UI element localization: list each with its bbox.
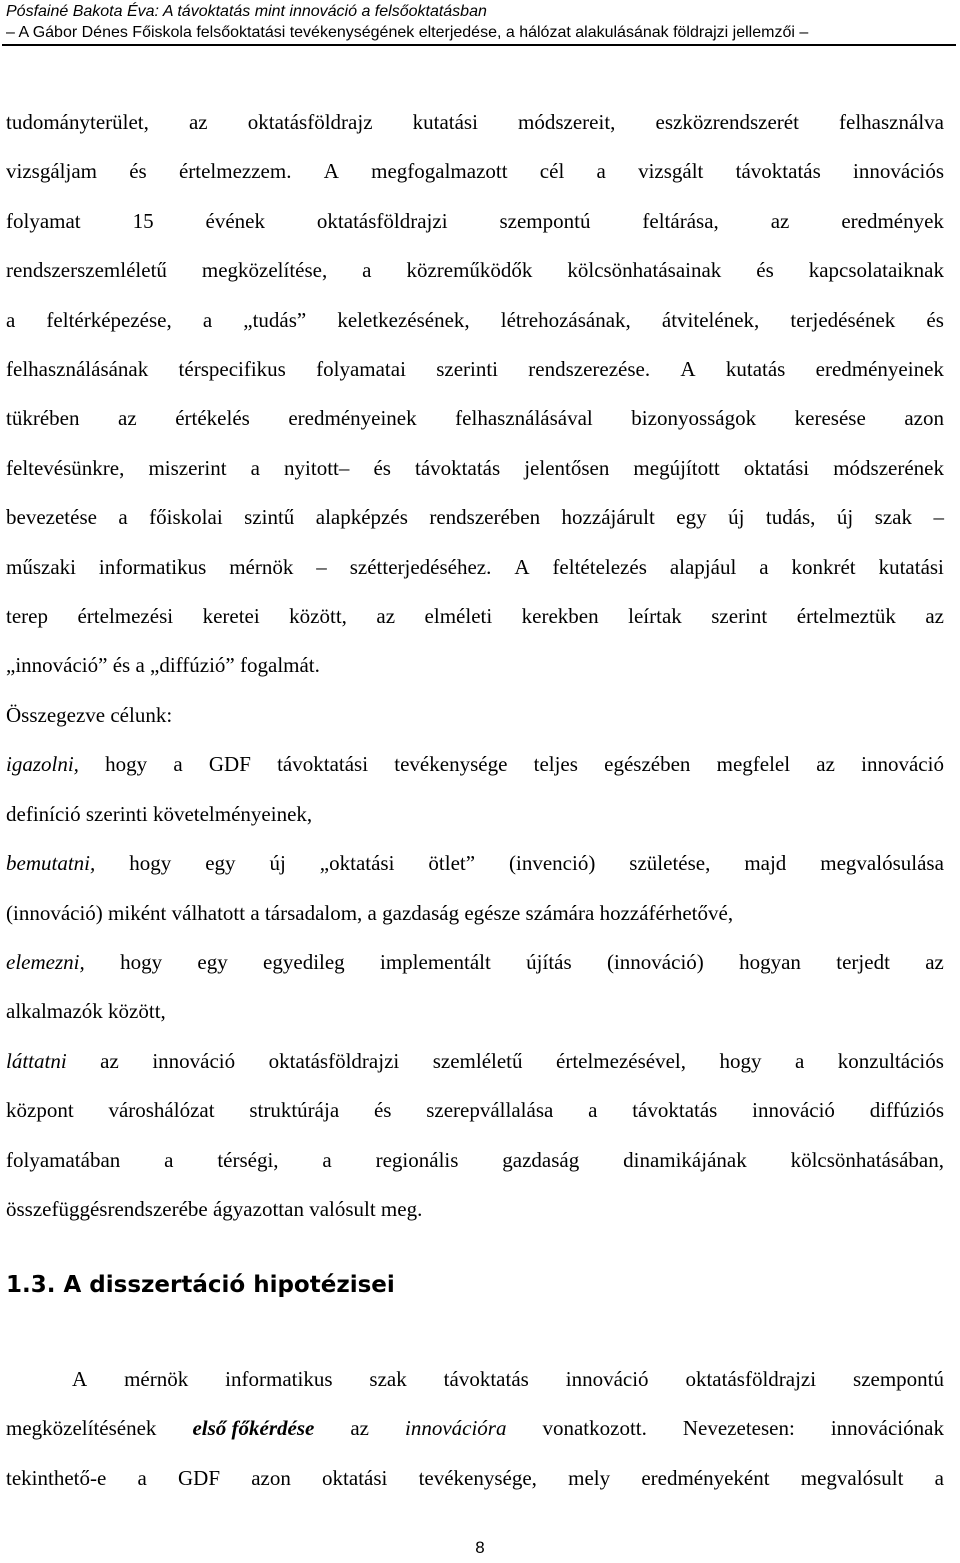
word: új (728, 505, 745, 530)
word: oktatási (322, 1465, 388, 1490)
word: létrehozásának, (500, 307, 631, 332)
word: alapjául (669, 554, 737, 579)
word: keresése (794, 406, 866, 431)
word: hozzájárult (561, 505, 655, 530)
word: térspecifikus (178, 357, 286, 382)
word: feltevésünkre, (6, 455, 125, 480)
word: mely (568, 1465, 611, 1490)
word: folyamat (6, 208, 81, 233)
word: központ (6, 1098, 74, 1123)
word: szerinti (436, 357, 499, 382)
word: felhasználásával (455, 406, 593, 431)
word: tekinthető-e (6, 1465, 107, 1490)
hypothesis-paragraph (6, 1355, 944, 1503)
word: Nevezetesen: (682, 1416, 795, 1441)
word: rendszerezése. (528, 357, 651, 382)
word: hogy (719, 1048, 762, 1073)
word: tevékenysége, (418, 1465, 537, 1490)
goal-verb: elemezni, (6, 949, 85, 974)
word: (invenció) (509, 851, 596, 876)
word: és (129, 159, 147, 184)
section-heading (6, 1270, 395, 1300)
word: mérnök (229, 554, 294, 579)
word: implementált (380, 949, 491, 974)
text-line (6, 246, 944, 295)
italic-term: innovációra (404, 1416, 507, 1441)
word: évének (205, 208, 265, 233)
word: szerepvállalása (426, 1098, 554, 1123)
word: a (759, 554, 769, 579)
word: innovációs (853, 159, 944, 184)
goal-line: (innováció) miként válhatott a társadalom, a gazdaság egésze számára hozzáférhetővé, (6, 900, 734, 925)
word: feltárása, (642, 208, 719, 233)
word: GDF (208, 752, 251, 777)
word: A (680, 357, 696, 382)
text-line (6, 543, 944, 592)
word: az (118, 406, 137, 431)
word: városhálózat (108, 1098, 215, 1123)
word: megfogalmazott (371, 159, 508, 184)
word: folyamatai (316, 357, 406, 382)
word: kutatási (412, 110, 478, 134)
word: – (316, 554, 327, 579)
word: leírtak (628, 604, 682, 629)
goal-line (6, 1136, 944, 1185)
word: értékelés (175, 406, 250, 431)
word: – (933, 505, 944, 530)
word: informatikus (225, 1367, 333, 1391)
word: kutatási (878, 554, 944, 579)
word: oktatásföldrajz (247, 110, 373, 134)
word: gazdaság (502, 1147, 580, 1172)
word: távoktatási (277, 752, 369, 777)
word: a (137, 1465, 147, 1490)
word: szak (874, 505, 913, 530)
header-title: Pósfainé Bakota Éva: A távoktatás mint innováció a felsőoktatásban (6, 3, 487, 20)
text-line (6, 147, 944, 196)
word: oktatásföldrajzi (316, 208, 448, 233)
word: hogyan (739, 949, 801, 974)
text-line (6, 394, 944, 443)
word: az (925, 949, 944, 974)
word: közreműködők (406, 258, 533, 283)
word: mérnök (124, 1367, 189, 1391)
word: GDF (178, 1465, 221, 1490)
word: miszerint (148, 455, 227, 480)
word: az (376, 604, 396, 629)
word: „oktatási (319, 851, 395, 876)
word: innovációnak (830, 1416, 944, 1441)
word: innováció (565, 1367, 649, 1391)
goal-line: alkalmazók között, (6, 999, 166, 1024)
word: (innováció) (606, 949, 704, 974)
word: az (350, 1416, 369, 1441)
word: születése, (629, 851, 711, 876)
word: szempontú (499, 208, 591, 233)
header-rule (2, 44, 956, 46)
word: hogy (129, 851, 172, 876)
header-subtitle: – A Gábor Dénes Főiskola felsőoktatási tevékenységének elterjedése, a hálózat alakulásának földrajzi jellemzői – (6, 24, 809, 41)
word: távoktatás (735, 159, 821, 184)
word: a (250, 455, 260, 480)
word: az (816, 752, 835, 777)
word: 15 (132, 208, 154, 233)
goal-line: összefüggésrendszerébe ágyazottan valósult meg. (6, 1196, 423, 1221)
word: megvalósulása (820, 851, 944, 876)
word: az (100, 1048, 119, 1073)
word: értelmeztük (796, 604, 896, 629)
word: kapcsolataiknak (808, 258, 944, 283)
word: és (373, 455, 391, 480)
word: és (756, 258, 774, 283)
word: vizsgáljam (6, 159, 97, 184)
word: „tudás” (243, 307, 307, 332)
word: oktatási (743, 455, 810, 480)
word: tevékenysége (394, 752, 508, 777)
section-title: A disszertáció hipotézisei (63, 1272, 395, 1298)
word: értelmezésével, (556, 1048, 686, 1073)
word: kutatás (725, 357, 786, 382)
text-line (6, 1355, 944, 1404)
word: távoktatás (443, 1367, 529, 1391)
word: teljes (533, 752, 578, 777)
goal-line (6, 938, 944, 987)
word: terep (6, 604, 48, 629)
word: a (794, 1048, 805, 1073)
word: egy (197, 949, 228, 974)
word: hogy (105, 752, 148, 777)
word: vizsgált (638, 159, 704, 184)
word: kölcsönhatásában, (790, 1147, 944, 1172)
word: rendszerében (429, 505, 541, 530)
text-line (6, 493, 944, 542)
word: szempontú (853, 1367, 944, 1391)
word: elméleti (424, 604, 493, 629)
goal-verb: láttatni (6, 1048, 67, 1073)
word: szintű (244, 505, 295, 530)
word: rendszerszemléletű (6, 258, 167, 283)
word: bizonyosságok (631, 406, 757, 431)
word: a (202, 307, 213, 332)
word: kerekben (521, 604, 599, 629)
word: innováció (861, 752, 944, 777)
word: egy (205, 851, 236, 876)
word: megvalósult (800, 1465, 904, 1490)
word: ötlet” (428, 851, 476, 876)
text-line (6, 444, 944, 493)
word: innováció (752, 1098, 835, 1123)
word: a (173, 752, 183, 777)
word: konkrét (791, 554, 856, 579)
word: új (269, 851, 286, 876)
text-line: „innováció” és a „diffúzió” fogalmát. (6, 653, 320, 678)
word: alapképzés (315, 505, 408, 530)
word: eredmények (841, 208, 944, 233)
page-number: 8 (475, 1538, 485, 1557)
goal-line (6, 1086, 944, 1135)
word: térségi, (217, 1147, 279, 1172)
word: keletkezésének, (337, 307, 470, 332)
word: nyitott– (284, 455, 350, 480)
word: megközelítése, (201, 258, 328, 283)
word: és (373, 1098, 392, 1123)
word: eredményeként (641, 1465, 770, 1490)
word: terjedésének (790, 307, 896, 332)
word: az (770, 208, 790, 233)
word: megközelítésének (6, 1416, 157, 1441)
word: egy (676, 505, 707, 530)
word: keretei (202, 604, 260, 629)
text-line (6, 296, 944, 345)
word: új (836, 505, 854, 530)
goal-line (6, 1037, 944, 1086)
word: és (926, 307, 944, 332)
text-line (6, 1454, 944, 1503)
word: egészében (604, 752, 691, 777)
emphasis-term: első főkérdése (192, 1416, 315, 1441)
word: szétterjedéséhez. (349, 554, 492, 579)
word: egyedileg (263, 949, 345, 974)
word: az (925, 604, 944, 629)
word: a (6, 307, 16, 332)
word: konzultációs (837, 1048, 944, 1073)
section-number: 1.3. (6, 1272, 56, 1298)
word: felhasználva (839, 110, 944, 134)
word: azon (251, 1465, 291, 1490)
intro-paragraph (6, 98, 944, 1234)
text-line (6, 98, 944, 147)
word: azon (904, 406, 944, 431)
word: eredményeinek (815, 357, 944, 382)
word: majd (744, 851, 787, 876)
word: dinamikájának (623, 1147, 747, 1172)
word: szak (369, 1367, 407, 1391)
word: a (596, 159, 606, 184)
word: feltételezés (552, 554, 647, 579)
word: az (188, 110, 208, 134)
word: struktúrája (249, 1098, 340, 1123)
word: értelmezési (77, 604, 174, 629)
word: oktatásföldrajzi (268, 1048, 400, 1073)
goal-line (6, 839, 944, 888)
word: eszközrendszerét (655, 110, 799, 134)
word: szerint (711, 604, 768, 629)
word: a (934, 1465, 944, 1490)
word: folyamatában (6, 1147, 121, 1172)
word: tudományterület, (6, 110, 149, 134)
word: informatikus (98, 554, 207, 579)
goal-line: definíció szerinti követelményeinek, (6, 801, 313, 826)
word: oktatásföldrajzi (685, 1367, 817, 1391)
word: felhasználásának (6, 357, 149, 382)
goal-line (6, 740, 944, 789)
word: a (164, 1147, 174, 1172)
summary-label: Összegezve célunk: (6, 702, 173, 727)
word: tudás, (765, 505, 816, 530)
text-line (6, 1404, 944, 1453)
word: között, (289, 604, 347, 629)
running-header (6, 0, 954, 42)
word: tükrében (6, 406, 80, 431)
word: a (362, 258, 372, 283)
word: diffúziós (869, 1098, 944, 1123)
word: módszerének (833, 455, 944, 480)
word: a (118, 505, 128, 530)
word: A (72, 1367, 88, 1391)
word: kölcsönhatásainak (567, 258, 722, 283)
word: A (514, 554, 530, 579)
word: bevezetése (6, 505, 97, 530)
word: regionális (375, 1147, 459, 1172)
word: jelentősen (524, 455, 610, 480)
text-line (6, 345, 944, 394)
word: A (323, 159, 339, 184)
word: a (588, 1098, 598, 1123)
goal-verb: bemutatni, (6, 851, 96, 876)
word: főiskolai (149, 505, 223, 530)
word: távoktatás (415, 455, 501, 480)
word: feltérképezése, (46, 307, 172, 332)
word: műszaki (6, 554, 76, 579)
word: eredményeinek (288, 406, 417, 431)
word: terjedt (836, 949, 890, 974)
word: értelmezzem. (178, 159, 292, 184)
word: módszereit, (518, 110, 616, 134)
text-line (6, 592, 944, 641)
word: megújított (633, 455, 720, 480)
word: hogy (120, 949, 163, 974)
word: szemléletű (432, 1048, 523, 1073)
word: átvitelének, (661, 307, 760, 332)
word: innováció (152, 1048, 236, 1073)
word: újítás (526, 949, 572, 974)
goal-verb: igazolni, (6, 752, 79, 777)
word: a (322, 1147, 332, 1172)
word: cél (539, 159, 565, 184)
word: megfelel (716, 752, 791, 777)
word: távoktatás (632, 1098, 718, 1123)
text-line (6, 197, 944, 246)
word: vonatkozott. (542, 1416, 647, 1441)
